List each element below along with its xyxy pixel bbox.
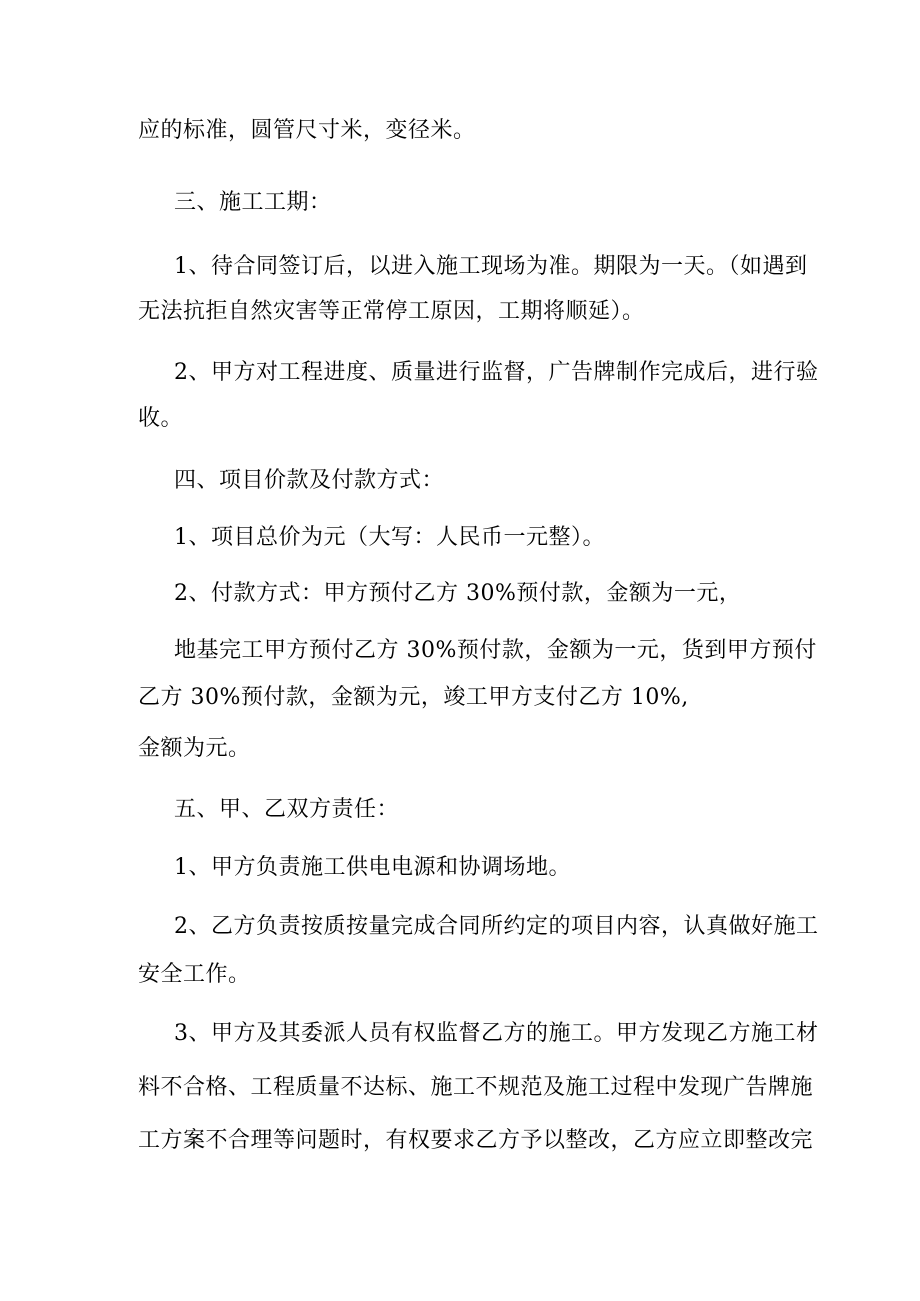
text-line-4: 无法抗拒自然灾害等正常停工原因，工期将顺延）。 xyxy=(138,299,645,324)
text-line-9: 2、付款方式：甲方预付乙方 30%预付款，金额为一元， xyxy=(174,581,742,606)
text-line-18: 料不合格、工程质量不达标、施工不规范及施工过程中发现广告牌施 xyxy=(138,1075,814,1100)
text-line-11: 乙方 30%预付款，金额为元，竣工甲方支付乙方 10%, xyxy=(138,685,689,710)
text-line-8: 1、项目总价为元（大写：人民币一元整）。 xyxy=(174,525,605,550)
section-heading-payment: 四、项目价款及付款方式： xyxy=(174,468,445,493)
text-line-12: 金额为元。 xyxy=(138,736,251,761)
section-heading-responsibilities: 五、甲、乙双方责任： xyxy=(174,797,400,822)
text-line-6: 收。 xyxy=(138,406,184,431)
text-line-1: 应的标准，圆管尺寸米，变径米。 xyxy=(138,118,476,143)
text-line-19: 工方案不合理等问题时，有权要求乙方予以整改，乙方应立即整改完 xyxy=(138,1128,814,1153)
text-line-10: 地基完工甲方预付乙方 30%预付款，金额为一元，货到甲方预付 xyxy=(174,638,817,663)
text-line-16: 安全工作。 xyxy=(138,962,251,987)
text-line-15: 2、乙方负责按质按量完成合同所约定的项目内容，认真做好施工 xyxy=(174,914,819,939)
text-line-14: 1、甲方负责施工供电电源和协调场地。 xyxy=(174,855,571,880)
section-heading-construction-period: 三、施工工期： xyxy=(174,190,332,215)
text-line-17: 3、甲方及其委派人员有权监督乙方的施工。甲方发现乙方施工材 xyxy=(174,1021,819,1046)
text-line-3: 1、待合同签订后，以进入施工现场为准。期限为一天。（如遇到 xyxy=(174,254,808,279)
text-line-5: 2、甲方对工程进度、质量进行监督，广告牌制作完成后，进行验 xyxy=(174,360,819,385)
